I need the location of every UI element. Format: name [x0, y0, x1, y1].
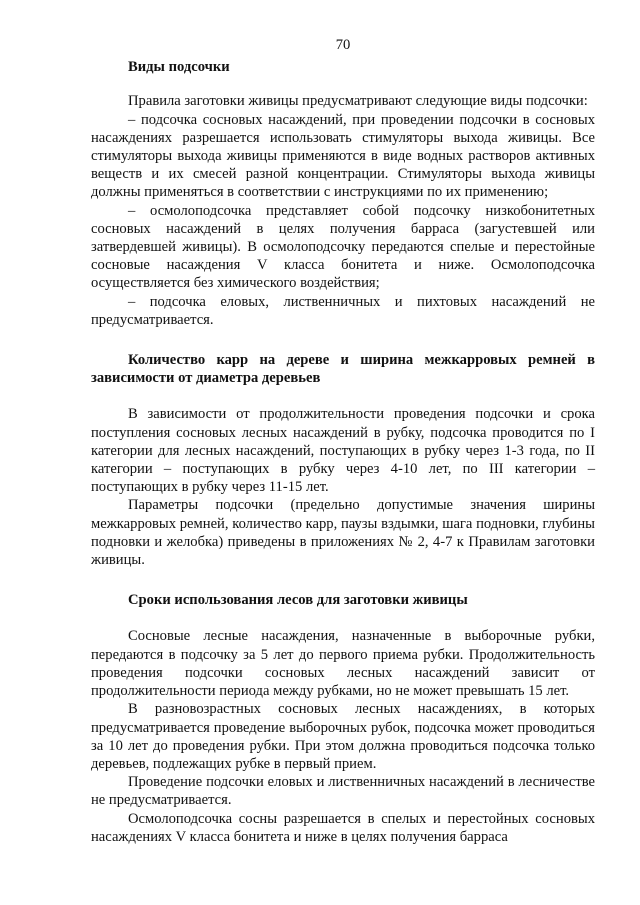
paragraph: Правила заготовки живицы предусматривают следующие виды подсочки:: [128, 93, 588, 110]
paragraph: В зависимости от продолжительности проведения подсочки и срока поступления сосновых лесных насаждений в рубку, подсочка проводится по I категории для лесных насаждений, поступающих в рубку через 1-3 года, по II категории – поступающих в рубку через 4-10 лет, по III категории – поступающих в рубку через 11-15 лет.: [91, 406, 595, 496]
paragraph: – осмолоподсочка представляет собой подсочку низкобонитетных сосновых насаждений в целях получения барраса (загустевшей или затвердевшей живицы). В осмолоподсочку передаются спелые и перестойные сосновые насаждения V класса бонитета и ниже. Осмолоподсочка осуществляется без химического воздействия;: [91, 202, 595, 292]
page-number: 70: [335, 37, 351, 53]
paragraph: – подсочка еловых, лиственничных и пихтовых насаждений не предусматривается.: [91, 293, 595, 328]
section-heading-carr-count: Количество карр на дереве и ширина межкарровых ремней в зависимости от диаметра деревьев: [91, 352, 595, 387]
paragraph: Параметры подсочки (предельно допустимые значения ширины межкарровых ремней, количество карр, паузы вздымки, шага подновки, глубины подновки и желобка) приведены в приложениях № 2, 4-7 к Правилам заготовки живицы.: [91, 497, 595, 569]
section-heading-types: Виды подсочки: [128, 59, 230, 76]
document-page: [91, 36, 595, 846]
paragraph: Сосновые лесные насаждения, назначенные в выборочные рубки, передаются в подсочку за 5 лет до первого приема рубки. Продолжительность проведения подсочки сосновых лесных насаждений зависит от продолжительности периода между рубками, но не может превышать 15 лет.: [91, 628, 595, 700]
section-heading-terms: Сроки использования лесов для заготовки живицы: [128, 592, 468, 609]
paragraph: Проведение подсочки еловых и лиственничных насаждений в лесничестве не предусматривается.: [91, 774, 595, 809]
paragraph: В разновозрастных сосновых лесных насаждениях, в которых предусматривается проведение выборочных рубок, подсочка может проводиться за 10 лет до проведения рубки. При этом должна проводиться подсочка только деревьев, подлежащих рубке в первый прием.: [91, 701, 595, 772]
paragraph: Осмолоподсочка сосны разрешается в спелых и перестойных сосновых насаждениях V класса бонитета и ниже в целях получения барраса: [91, 810, 595, 845]
paragraph: – подсочка сосновых насаждений, при проведении подсочки в сосновых насаждениях разрешается использовать стимуляторы выхода живицы. Все стимуляторы выхода живицы применяются в виде водных растворов активных веществ и их смесей разной концентрации. Стимуляторы выхода живицы должны применяться в соответствии с инструкциями по их применению;: [91, 111, 595, 201]
